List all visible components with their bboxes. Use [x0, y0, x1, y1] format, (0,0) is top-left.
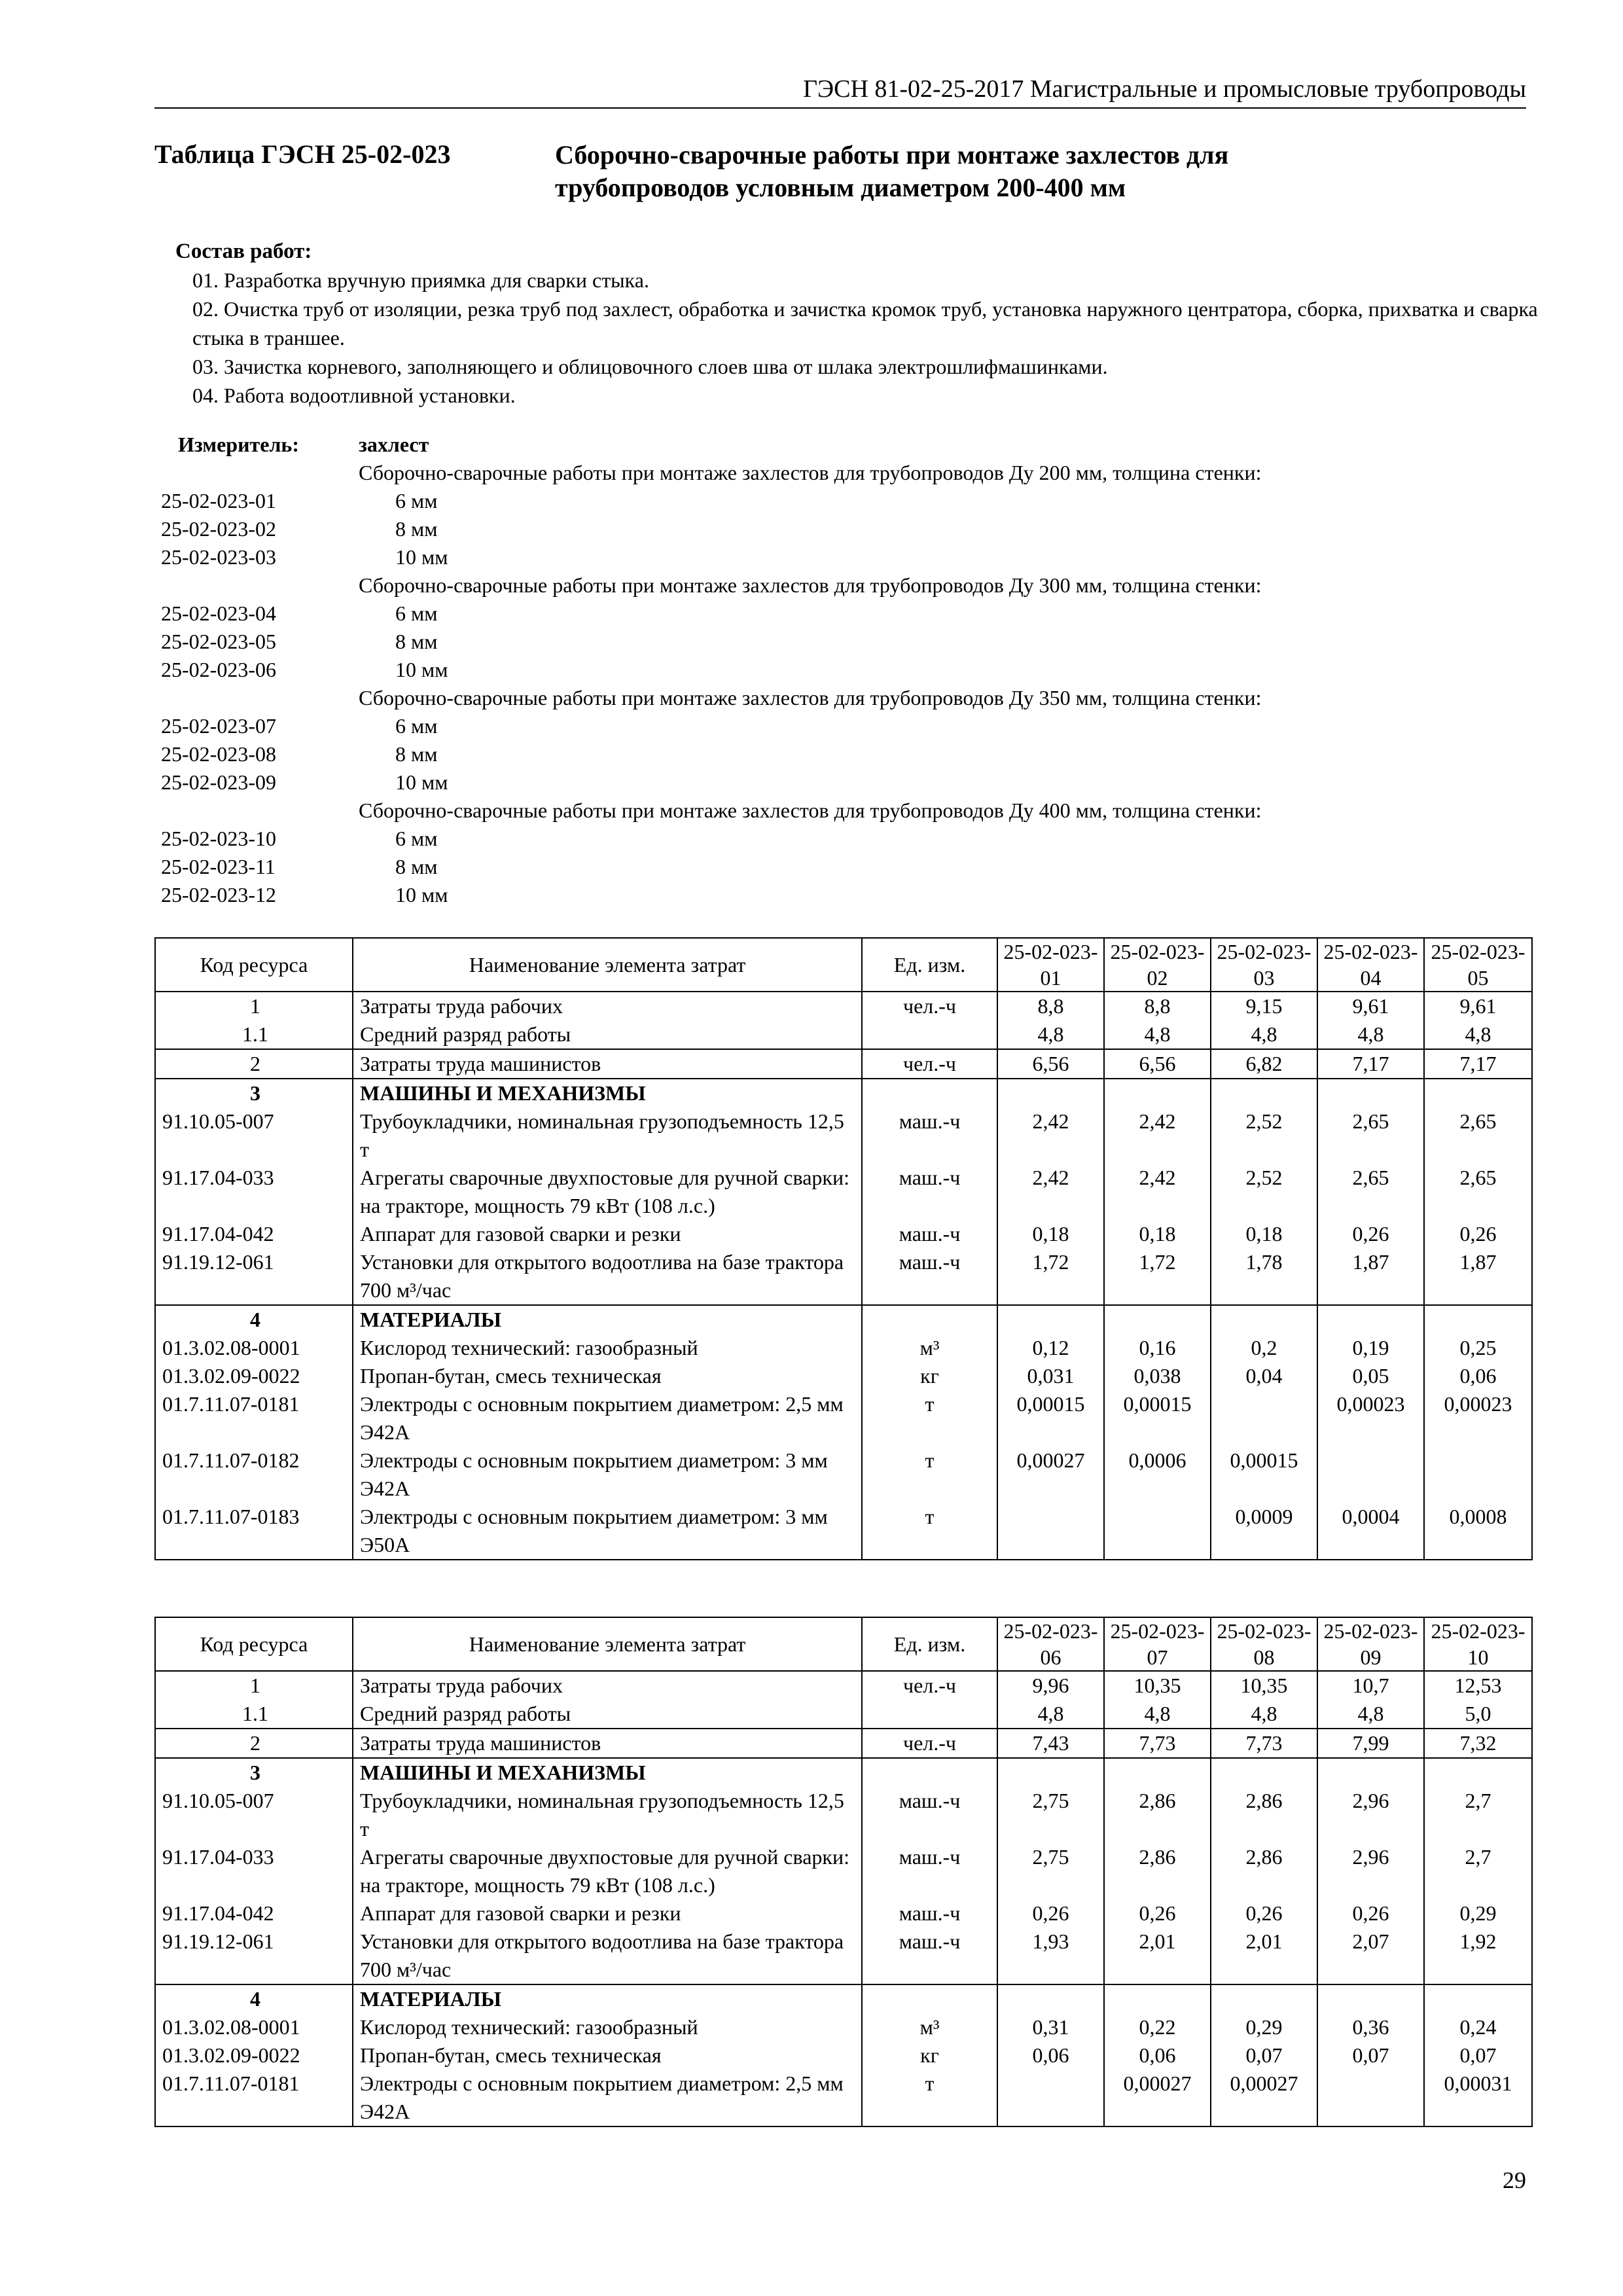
measure-item-thickness: 10 мм [395, 545, 448, 569]
resource-code: 01.7.11.07-0182 [155, 1446, 353, 1503]
norm-value: 4,8 [1211, 1700, 1317, 1729]
norm-value: 2,42 [1104, 1107, 1211, 1164]
cost-element-name: Пропан-бутан, смесь техническая [353, 2041, 862, 2070]
norm-value: 0,0004 [1317, 1503, 1424, 1560]
norm-value: 7,17 [1317, 1049, 1424, 1079]
norm-value: 0,00027 [1211, 2070, 1317, 2126]
norm-value: 0,07 [1317, 2041, 1424, 2070]
cost-element-name: Агрегаты сварочные двухпостовые для ручной сварки: на тракторе, мощность 79 кВт (108 л.с.) [353, 1843, 862, 1899]
measure-label: Измеритель: [178, 433, 299, 456]
table-row [155, 1305, 1532, 1334]
unit-of-measure: чел.-ч [862, 1671, 997, 1700]
unit-of-measure [862, 1984, 997, 2013]
norm-value: 2,65 [1317, 1107, 1424, 1164]
norm-value [997, 2070, 1104, 2126]
measure-item-thickness: 6 мм [395, 489, 438, 512]
norm-value [1317, 1984, 1424, 2013]
norm-value [1211, 1079, 1317, 1107]
unit-of-measure: чел.-ч [862, 992, 997, 1020]
resource-code: 01.7.11.07-0181 [155, 1390, 353, 1446]
norm-value: 2,86 [1104, 1787, 1211, 1843]
measure-group-desc: Сборочно-сварочные работы при монтаже захлестов для трубопроводов Ду 300 мм, толщина стенки: [359, 573, 1262, 597]
work-composition [175, 237, 1554, 410]
measure-item-code: 25-02-023-12 [161, 883, 276, 906]
norm-value: 0,12 [997, 1334, 1104, 1362]
norm-value: 0,00023 [1317, 1390, 1424, 1446]
cost-element-name: Затраты труда рабочих [353, 1671, 862, 1700]
cost-element-name: Затраты труда машинистов [353, 1729, 862, 1758]
cost-element-name: МАТЕРИАЛЫ [353, 1984, 862, 2013]
measure-item-thickness: 8 мм [395, 517, 438, 541]
measure-item-thickness: 6 мм [395, 827, 438, 850]
norm-value: 0,031 [997, 1362, 1104, 1390]
cost-element-name: Пропан-бутан, смесь техническая [353, 1362, 862, 1390]
norm-value: 0,25 [1424, 1334, 1532, 1362]
composition-item: 04. Работа водоотливной установки. [192, 384, 516, 407]
unit-of-measure: маш.-ч [862, 1928, 997, 1984]
table-row [155, 1390, 1532, 1446]
table-row [155, 1446, 1532, 1503]
measure-item-code: 25-02-023-03 [161, 545, 276, 569]
table-row [155, 1843, 1532, 1899]
header-norm-code: 25-02-023-03 [1211, 938, 1317, 992]
measure-item-code: 25-02-023-04 [161, 601, 276, 625]
resource-code: 91.10.05-007 [155, 1107, 353, 1164]
measure-item-thickness: 6 мм [395, 714, 438, 738]
resource-code: 91.17.04-042 [155, 1220, 353, 1248]
norm-value [1211, 1390, 1317, 1446]
norm-value: 10,35 [1104, 1671, 1211, 1700]
norm-value: 10,35 [1211, 1671, 1317, 1700]
unit-of-measure: маш.-ч [862, 1107, 997, 1164]
unit-of-measure: маш.-ч [862, 1248, 997, 1305]
norm-value [1317, 1305, 1424, 1334]
measure-section [154, 431, 1542, 909]
norm-value: 0,22 [1104, 2013, 1211, 2041]
cost-element-name: Кислород технический: газообразный [353, 2013, 862, 2041]
norm-value: 0,26 [1317, 1220, 1424, 1248]
norm-value: 2,86 [1104, 1843, 1211, 1899]
table-row [155, 1362, 1532, 1390]
header-code: Код ресурса [155, 1617, 353, 1671]
table-row [155, 1220, 1532, 1248]
unit-of-measure [862, 1700, 997, 1729]
norm-value: 0,038 [1104, 1362, 1211, 1390]
norm-value: 0,00027 [997, 1446, 1104, 1503]
norm-value [1211, 1984, 1317, 2013]
norm-value: 0,18 [997, 1220, 1104, 1248]
norm-value [997, 1758, 1104, 1787]
norm-value: 9,15 [1211, 992, 1317, 1020]
norm-value: 0,00015 [1104, 1390, 1211, 1446]
cost-element-name: Аппарат для газовой сварки и резки [353, 1220, 862, 1248]
norm-value: 5,0 [1424, 1700, 1532, 1729]
norm-value: 2,65 [1424, 1164, 1532, 1220]
norm-value: 0,18 [1211, 1220, 1317, 1248]
norm-value: 4,8 [1104, 1020, 1211, 1049]
header-norm-code: 25-02-023-10 [1424, 1617, 1532, 1671]
table-row [155, 1928, 1532, 1984]
norm-value: 9,61 [1317, 992, 1424, 1020]
norm-value: 4,8 [1317, 1700, 1424, 1729]
norm-value: 1,78 [1211, 1248, 1317, 1305]
unit-of-measure [862, 1758, 997, 1787]
resource-code: 91.19.12-061 [155, 1928, 353, 1984]
unit-of-measure [862, 1305, 997, 1334]
norm-value: 7,32 [1424, 1729, 1532, 1758]
resource-code: 01.3.02.09-0022 [155, 2041, 353, 2070]
cost-element-name: Затраты труда рабочих [353, 992, 862, 1020]
table-row [155, 2013, 1532, 2041]
resource-code: 91.17.04-033 [155, 1164, 353, 1220]
header-name: Наименование элемента затрат [353, 1617, 862, 1671]
cost-element-name: Кислород технический: газообразный [353, 1334, 862, 1362]
cost-element-name: Электроды с основным покрытием диаметром: 2,5 мм Э42А [353, 2070, 862, 2126]
norm-value: 1,93 [997, 1928, 1104, 1984]
resource-code: 3 [155, 1758, 353, 1787]
norm-value [1317, 1758, 1424, 1787]
norm-value: 0,24 [1424, 2013, 1532, 2041]
measure-item-code: 25-02-023-01 [161, 489, 276, 512]
norm-value: 2,65 [1317, 1164, 1424, 1220]
unit-of-measure: кг [862, 1362, 997, 1390]
cost-element-name: МАШИНЫ И МЕХАНИЗМЫ [353, 1758, 862, 1787]
unit-of-measure: т [862, 1390, 997, 1446]
resource-code: 01.7.11.07-0181 [155, 2070, 353, 2126]
table-row [155, 1758, 1532, 1787]
norm-value [1104, 1758, 1211, 1787]
header-norm-code: 25-02-023-07 [1104, 1617, 1211, 1671]
norm-value: 1,72 [1104, 1248, 1211, 1305]
resource-code: 91.17.04-033 [155, 1843, 353, 1899]
resource-code: 91.10.05-007 [155, 1787, 353, 1843]
norm-value [1104, 1503, 1211, 1560]
measure-item-thickness: 6 мм [395, 601, 438, 625]
norm-value [997, 1079, 1104, 1107]
cost-element-name: МАШИНЫ И МЕХАНИЗМЫ [353, 1079, 862, 1107]
header-norm-code: 25-02-023-04 [1317, 938, 1424, 992]
header-name: Наименование элемента затрат [353, 938, 862, 992]
cost-element-name: Трубоукладчики, номинальная грузоподъемность 12,5 т [353, 1107, 862, 1164]
measure-item-thickness: 10 мм [395, 658, 448, 681]
norm-value [1104, 1305, 1211, 1334]
table-header-row [155, 1617, 1532, 1671]
composition-item: 01. Разработка вручную приямка для сварки стыка. [192, 268, 649, 292]
cost-element-name: Трубоукладчики, номинальная грузоподъемность 12,5 т [353, 1787, 862, 1843]
norm-value: 6,56 [997, 1049, 1104, 1079]
norm-value: 0,0008 [1424, 1503, 1532, 1560]
norm-value: 2,96 [1317, 1843, 1424, 1899]
norm-value: 0,16 [1104, 1334, 1211, 1362]
resource-code: 91.19.12-061 [155, 1248, 353, 1305]
composition-heading: Состав работ: [175, 240, 312, 263]
norm-value [1317, 2070, 1424, 2126]
norm-value: 0,26 [1317, 1899, 1424, 1928]
header-norm-code: 25-02-023-02 [1104, 938, 1211, 992]
composition-item: 03. Зачистка корневого, заполняющего и облицовочного слоев шва от шлака электрошлифмашинками. [192, 355, 1108, 378]
norm-value: 0,0009 [1211, 1503, 1317, 1560]
norm-value [1104, 1079, 1211, 1107]
table-row [155, 1049, 1532, 1079]
norm-value [997, 1503, 1104, 1560]
norm-value: 12,53 [1424, 1671, 1532, 1700]
norm-value: 6,56 [1104, 1049, 1211, 1079]
norm-value: 6,82 [1211, 1049, 1317, 1079]
header-norm-code: 25-02-023-01 [997, 938, 1104, 992]
table-row [155, 1020, 1532, 1049]
resource-code: 4 [155, 1984, 353, 2013]
unit-of-measure [862, 1079, 997, 1107]
norm-value: 7,73 [1211, 1729, 1317, 1758]
norm-value: 0,05 [1317, 1362, 1424, 1390]
measure-group-desc: Сборочно-сварочные работы при монтаже захлестов для трубопроводов Ду 400 мм, толщина стенки: [359, 798, 1262, 822]
norm-value: 1,87 [1424, 1248, 1532, 1305]
unit-of-measure: маш.-ч [862, 1220, 997, 1248]
norm-value: 7,43 [997, 1729, 1104, 1758]
norm-value: 0,06 [1424, 1362, 1532, 1390]
table-row [155, 1671, 1532, 1700]
cost-element-name: Средний разряд работы [353, 1020, 862, 1049]
cost-element-name: Электроды с основным покрытием диаметром: 2,5 мм Э42А [353, 1390, 862, 1446]
norm-value [1424, 1446, 1532, 1503]
header-norm-code: 25-02-023-08 [1211, 1617, 1317, 1671]
unit-of-measure: чел.-ч [862, 1049, 997, 1079]
table-row [155, 1107, 1532, 1164]
norm-value: 0,19 [1317, 1334, 1424, 1362]
table-row [155, 992, 1532, 1020]
norm-value: 4,8 [1424, 1020, 1532, 1049]
norm-value: 8,8 [997, 992, 1104, 1020]
table-row [155, 2041, 1532, 2070]
unit-of-measure: маш.-ч [862, 1899, 997, 1928]
resource-code: 91.17.04-042 [155, 1899, 353, 1928]
measure-group-desc: Сборочно-сварочные работы при монтаже захлестов для трубопроводов Ду 350 мм, толщина стенки: [359, 686, 1262, 709]
norm-value: 0,00023 [1424, 1390, 1532, 1446]
unit-of-measure: чел.-ч [862, 1729, 997, 1758]
table-row [155, 1503, 1532, 1560]
measure-item-code: 25-02-023-06 [161, 658, 276, 681]
norm-value: 2,01 [1104, 1928, 1211, 1984]
norm-value: 7,99 [1317, 1729, 1424, 1758]
table-row [155, 1248, 1532, 1305]
norm-value: 0,26 [1211, 1899, 1317, 1928]
norm-value: 2,07 [1317, 1928, 1424, 1984]
resource-code: 4 [155, 1305, 353, 1334]
resource-code: 2 [155, 1729, 353, 1758]
norm-value: 0,07 [1211, 2041, 1317, 2070]
table-row [155, 1787, 1532, 1843]
header-norm-code: 25-02-023-09 [1317, 1617, 1424, 1671]
unit-of-measure: м³ [862, 2013, 997, 2041]
measure-item-code: 25-02-023-02 [161, 517, 276, 541]
unit-of-measure: т [862, 1446, 997, 1503]
header-unit: Ед. изм. [862, 938, 997, 992]
norm-value: 2,75 [997, 1787, 1104, 1843]
resource-code: 01.3.02.08-0001 [155, 1334, 353, 1362]
resource-code: 2 [155, 1049, 353, 1079]
measure-item-thickness: 10 мм [395, 770, 448, 794]
norm-value [1317, 1079, 1424, 1107]
norm-value: 0,06 [1104, 2041, 1211, 2070]
norm-value: 10,7 [1317, 1671, 1424, 1700]
unit-of-measure: кг [862, 2041, 997, 2070]
resource-code: 1.1 [155, 1020, 353, 1049]
norm-value: 2,96 [1317, 1787, 1424, 1843]
cost-element-name: Агрегаты сварочные двухпостовые для ручной сварки: на тракторе, мощность 79 кВт (108 л.с.) [353, 1164, 862, 1220]
norm-value [1211, 1758, 1317, 1787]
norm-value [997, 1984, 1104, 2013]
cost-table-1 [154, 937, 1533, 1560]
resource-code: 1 [155, 1671, 353, 1700]
norm-value: 0,06 [997, 2041, 1104, 2070]
resource-code: 1.1 [155, 1700, 353, 1729]
norm-value: 2,42 [997, 1164, 1104, 1220]
norm-value: 1,87 [1317, 1248, 1424, 1305]
norm-value: 7,17 [1424, 1049, 1532, 1079]
unit-of-measure: маш.-ч [862, 1164, 997, 1220]
norm-value [1317, 1446, 1424, 1503]
norm-value: 2,52 [1211, 1164, 1317, 1220]
measure-item-thickness: 8 мм [395, 742, 438, 766]
table-row [155, 1164, 1532, 1220]
table-header-row [155, 938, 1532, 992]
norm-value: 4,8 [1104, 1700, 1211, 1729]
unit-of-measure [862, 1020, 997, 1049]
norm-value [997, 1305, 1104, 1334]
norm-value: 0,00027 [1104, 2070, 1211, 2126]
measure-item-code: 25-02-023-08 [161, 742, 276, 766]
cost-table-2 [154, 1617, 1533, 2127]
measure-group-desc: Сборочно-сварочные работы при монтаже захлестов для трубопроводов Ду 200 мм, толщина стенки: [359, 461, 1262, 484]
norm-value: 0,00015 [997, 1390, 1104, 1446]
norm-value: 9,96 [997, 1671, 1104, 1700]
norm-value: 0,26 [997, 1899, 1104, 1928]
norm-value: 0,07 [1424, 2041, 1532, 2070]
cost-element-name: Электроды с основным покрытием диаметром: 3 мм Э42А [353, 1446, 862, 1503]
resource-code: 01.3.02.08-0001 [155, 2013, 353, 2041]
norm-value: 0,00015 [1211, 1446, 1317, 1503]
measure-item-thickness: 8 мм [395, 630, 438, 653]
cost-element-name: Электроды с основным покрытием диаметром: 3 мм Э50А [353, 1503, 862, 1560]
norm-value: 2,86 [1211, 1843, 1317, 1899]
norm-value: 2,01 [1211, 1928, 1317, 1984]
norm-value: 4,8 [1211, 1020, 1317, 1049]
table-row [155, 1729, 1532, 1758]
norm-value: 0,2 [1211, 1334, 1317, 1362]
norm-value: 0,0006 [1104, 1446, 1211, 1503]
measure-item-thickness: 8 мм [395, 855, 438, 878]
unit-of-measure: маш.-ч [862, 1787, 997, 1843]
norm-value: 0,18 [1104, 1220, 1211, 1248]
norm-value: 0,36 [1317, 2013, 1424, 2041]
cost-element-name: Установки для открытого водоотлива на базе трактора 700 м³/час [353, 1928, 862, 1984]
cost-element-name: Средний разряд работы [353, 1700, 862, 1729]
measure-item-code: 25-02-023-07 [161, 714, 276, 738]
norm-value: 0,31 [997, 2013, 1104, 2041]
norm-value [1424, 1305, 1532, 1334]
cost-element-name: МАТЕРИАЛЫ [353, 1305, 862, 1334]
table-code-title: Таблица ГЭСН 25-02-023 [154, 139, 451, 169]
unit-of-measure: т [862, 2070, 997, 2126]
page-number: 29 [1503, 2167, 1526, 2193]
norm-value: 2,86 [1211, 1787, 1317, 1843]
cost-element-name: Аппарат для газовой сварки и резки [353, 1899, 862, 1928]
norm-value: 0,26 [1104, 1899, 1211, 1928]
norm-value: 2,7 [1424, 1787, 1532, 1843]
unit-of-measure: м³ [862, 1334, 997, 1362]
cost-element-name: Затраты труда машинистов [353, 1049, 862, 1079]
header-code: Код ресурса [155, 938, 353, 992]
norm-value: 0,29 [1424, 1899, 1532, 1928]
running-header: ГЭСН 81-02-25-2017 Магистральные и промысловые трубопроводы [154, 71, 1526, 109]
measure-item-code: 25-02-023-05 [161, 630, 276, 653]
composition-item: 02. Очистка труб от изоляции, резка труб под захлест, обработка и зачистка кромок труб, установка наружного центратора, сборка, прихватка и сварка стыка в траншее. [192, 297, 1538, 350]
norm-value: 8,8 [1104, 992, 1211, 1020]
norm-value: 4,8 [997, 1700, 1104, 1729]
norm-value: 2,42 [1104, 1164, 1211, 1220]
resource-code: 01.3.02.09-0022 [155, 1362, 353, 1390]
norm-value: 0,29 [1211, 2013, 1317, 2041]
norm-value: 0,26 [1424, 1220, 1532, 1248]
norm-value: 2,52 [1211, 1107, 1317, 1164]
norm-value: 2,42 [997, 1107, 1104, 1164]
measure-item-thickness: 10 мм [395, 883, 448, 906]
resource-code: 01.7.11.07-0183 [155, 1503, 353, 1560]
table-title: Сборочно-сварочные работы при монтаже захлестов для трубопроводов условным диаметром 200-400 мм [555, 140, 1229, 202]
table-row [155, 1984, 1532, 2013]
cost-element-name: Установки для открытого водоотлива на базе трактора 700 м³/час [353, 1248, 862, 1305]
norm-value [1424, 1984, 1532, 2013]
norm-value [1424, 1079, 1532, 1107]
table-row [155, 1334, 1532, 1362]
resource-code: 3 [155, 1079, 353, 1107]
norm-value [1211, 1305, 1317, 1334]
norm-value: 7,73 [1104, 1729, 1211, 1758]
norm-value: 1,92 [1424, 1928, 1532, 1984]
norm-value: 4,8 [1317, 1020, 1424, 1049]
norm-value: 2,65 [1424, 1107, 1532, 1164]
measure-item-code: 25-02-023-10 [161, 827, 276, 850]
table-row [155, 1079, 1532, 1107]
norm-value: 4,8 [997, 1020, 1104, 1049]
header-unit: Ед. изм. [862, 1617, 997, 1671]
norm-value [1104, 1984, 1211, 2013]
norm-value: 2,7 [1424, 1843, 1532, 1899]
table-row [155, 2070, 1532, 2126]
measure-item-code: 25-02-023-11 [161, 855, 276, 878]
unit-of-measure: т [862, 1503, 997, 1560]
measure-value: захлест [359, 433, 429, 456]
header-norm-code: 25-02-023-06 [997, 1617, 1104, 1671]
header-norm-code: 25-02-023-05 [1424, 938, 1532, 992]
norm-value [1424, 1758, 1532, 1787]
resource-code: 1 [155, 992, 353, 1020]
norm-value: 1,72 [997, 1248, 1104, 1305]
unit-of-measure: маш.-ч [862, 1843, 997, 1899]
measure-item-code: 25-02-023-09 [161, 770, 276, 794]
table-row [155, 1899, 1532, 1928]
norm-value: 2,75 [997, 1843, 1104, 1899]
norm-value: 0,04 [1211, 1362, 1317, 1390]
norm-value: 9,61 [1424, 992, 1532, 1020]
norm-value: 0,00031 [1424, 2070, 1532, 2126]
table-row [155, 1700, 1532, 1729]
